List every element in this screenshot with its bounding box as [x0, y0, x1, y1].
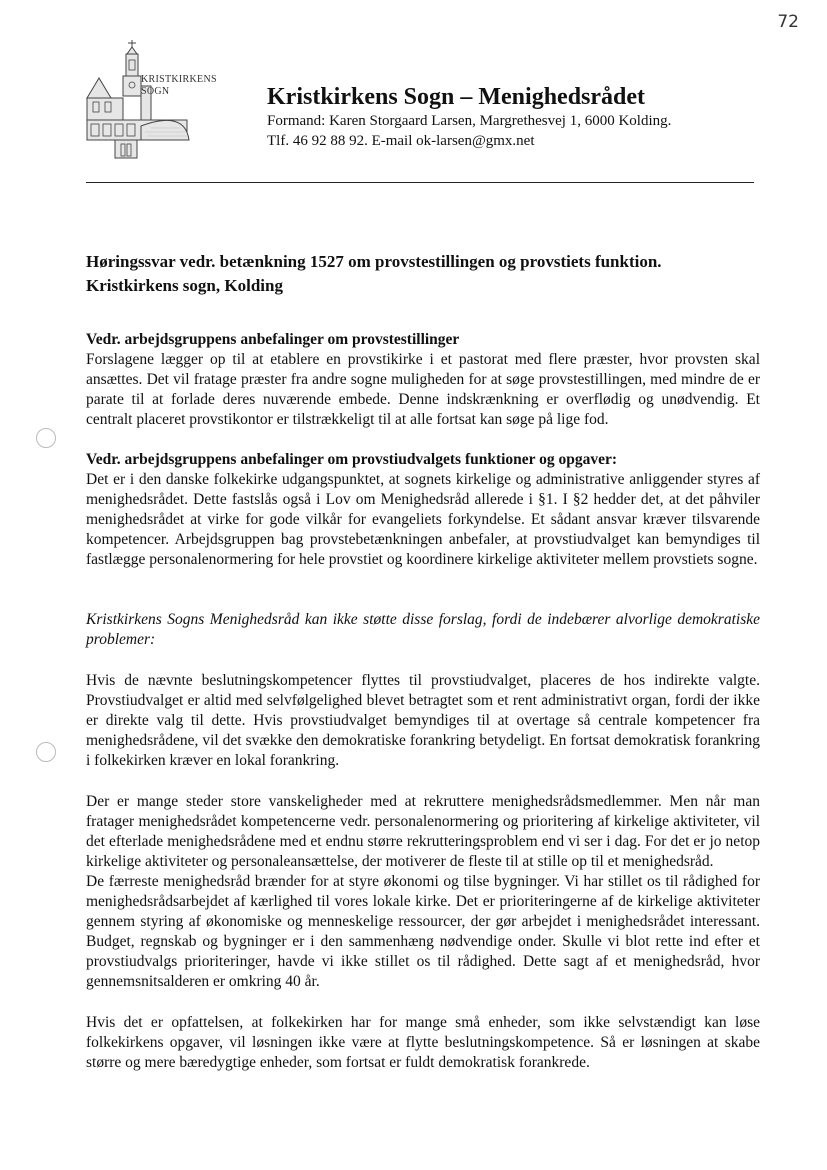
paragraph-2: Der er mange steder store vanskeligheder med at rekruttere menighedsrådsmedlemmer. Men når man fratager menighedsrådet kompetencerne vedr. personalenormering og prioritering af kirkelige aktiviteter, vil det efterlade menighedsrådene med et endnu større rekrutteringsproblem end vi ser i dag. For det er jo netop kirkelige aktiviteter og personaleansættelse, der motiverer de fleste til at stille op til et menighedsråd. [86, 793, 760, 870]
contact-block [267, 111, 671, 151]
document-title-line1: Høringssvar vedr. betænkning 1527 om provstestillingen og provstiets funktion. [86, 252, 662, 271]
punch-hole-mark [36, 428, 56, 448]
section2-text: Det er i den danske folkekirke udgangspunktet, at sognets kirkelige og administrative anliggender styres af menighedsrådet. Dette fastslås også i Lov om Menighedsråd allerede i §1. I §2 hedder det, at det påhviler menighedsrådet at virke for gode vilkår for evangeliets forkyndelse. Et sådant ansvar kræver tilsvarende kompetencer. Arbejdsgruppen bag provstebetænkningen anbefaler, at provstiudvalget kan bemyndiges til fastlægge personalenormering for hele provstiet og koordinere kirkelige aktiviteter mellem provstiets sogne. [86, 471, 760, 568]
punch-hole-mark [36, 742, 56, 762]
section2-heading: Vedr. arbejdsgruppens anbefalinger om provstiudvalgets funktioner og opgaver: [86, 451, 618, 468]
page-number: 72 [777, 12, 799, 32]
logo-line1: KRISTKIRKENS [141, 74, 217, 85]
contact-phone-email: Tlf. 46 92 88 92. E-mail ok-larsen@gmx.net [267, 133, 535, 149]
header-divider [86, 182, 754, 183]
document-title [86, 250, 766, 298]
contact-address: Formand: Karen Storgaard Larsen, Margrethesvej 1, 6000 Kolding. [267, 113, 672, 129]
section1-text: Forslagene lægger op til at etablere en provstikirke i et pastorat med flere præster, hvor provsten skal ansættes. Det vil fratage præster fra andre sogne muligheden for at søge provstestillingen, med mindre de er parate til at forlade deres nuværende embede. Denne indskrænkning er overflødig og unødvendig. Et centralt placeret provstikontor er tilstrækkeligt til at alle fortsat kan søge på lige fod. [86, 351, 760, 428]
org-title: Kristkirkens Sogn – Menighedsrådet [267, 84, 646, 110]
logo-text [141, 74, 217, 98]
document-body [86, 330, 760, 1073]
paragraph-4: Hvis det er opfattelsen, at folkekirken har for mange små enheder, som ikke selvstændigt kan løse folkekirkens opgaver, vil løsningen ikke være at flytte beslutningskompetence. Så er løsningen at skabe større og mere bæredygtige enheder, som fortsat er fuldt demokratisk forankrede. [86, 1014, 760, 1071]
document-title-line2: Kristkirkens sogn, Kolding [86, 276, 283, 295]
paragraph-1: Hvis de nævnte beslutningskompetencer flyttes til provstiudvalget, placeres de hos indirekte valgte. Provstiudvalget er altid med selvfølgelighed blevet betragtet som et rent administrativt organ, fordi der ikke er direkte valg til dette. Hvis provstiudvalget bemyndiges til at overtage så centrale kompetencer fra menighedsrådene, vil det svække den demokratiske forankring betydeligt. En fortsat demokratisk forankring i folkekirken kræver en lokal forankring. [86, 672, 760, 769]
paragraph-3: De færreste menighedsråd brænder for at styre økonomi og tilse bygninger. Vi har stillet os til rådighed for menighedsrådsarbejdet af kærlighed til vores lokale kirke. Det er prioriteringerne af de kirkelige aktiviteter gennem styring af økonomiske og menneskelige ressourcer, der gør arbejdet i menighedsrådet interessant. Budget, regnskab og bygninger er i den sammenhæng nødvendige onder. Skulle vi blot rette ind efter et provstiudvalgs prioriteringer, havde vi ikke stillet os til rådighed. Dette sagt af et menighedsråd, hvor gennemsnitsalderen er omkring 40 år. [86, 873, 760, 990]
section1-heading: Vedr. arbejdsgruppens anbefalinger om provstestillinger [86, 331, 460, 348]
statement: Kristkirkens Sogns Menighedsråd kan ikke støtte disse forslag, fordi de indebærer alvorlige demokratiske problemer: [86, 611, 760, 648]
church-logo [85, 40, 235, 160]
logo-line2: SOGN [141, 86, 170, 97]
